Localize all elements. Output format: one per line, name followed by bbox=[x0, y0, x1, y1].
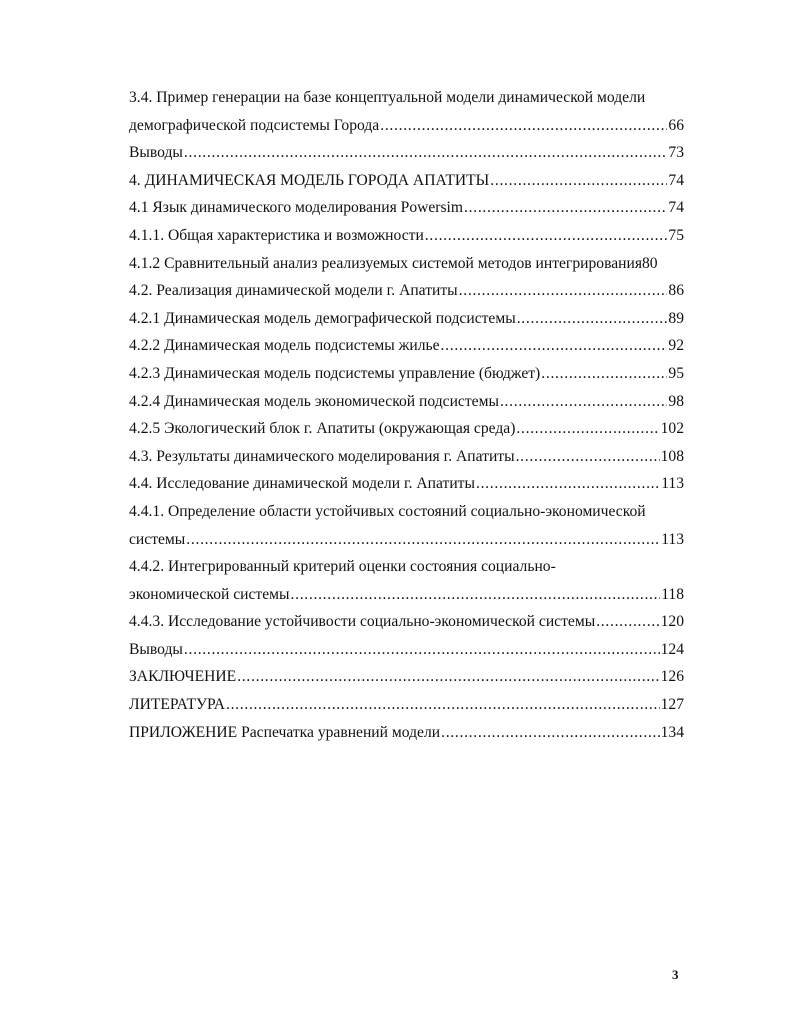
toc-entry-title: 4.4. Исследование динамической модели г. Апатиты bbox=[129, 475, 475, 493]
toc-row bbox=[129, 526, 684, 554]
toc-entry-title: 4.2. Реализация динамической модели г. Апатиты bbox=[129, 282, 458, 300]
dot-leader bbox=[517, 305, 668, 333]
toc-entry-page: 102 bbox=[660, 420, 684, 438]
toc-entry-title: 4. ДИНАМИЧЕСКАЯ МОДЕЛЬ ГОРОДА АПАТИТЫ bbox=[129, 171, 490, 189]
dot-leader bbox=[226, 691, 660, 719]
toc-row bbox=[129, 194, 684, 222]
toc-row bbox=[129, 167, 684, 195]
toc-entry-title: демографической подсистемы Города bbox=[129, 116, 380, 134]
toc-row bbox=[129, 388, 684, 416]
toc-row bbox=[129, 470, 684, 498]
dot-leader bbox=[459, 277, 668, 305]
dot-leader bbox=[237, 663, 659, 691]
toc-entry-page: 89 bbox=[668, 309, 684, 327]
toc-entry-title: 4.2.4 Динамическая модель экономической подсистемы bbox=[129, 392, 499, 410]
toc-entry-page: 118 bbox=[661, 585, 684, 603]
toc-row bbox=[129, 112, 684, 140]
dot-leader bbox=[441, 332, 668, 360]
toc-entry-page: 74 bbox=[668, 171, 684, 189]
dot-leader bbox=[464, 194, 667, 222]
toc-row bbox=[129, 84, 684, 112]
toc-row bbox=[129, 360, 684, 388]
toc-row bbox=[129, 553, 684, 581]
dot-leader bbox=[476, 470, 660, 498]
dot-leader bbox=[425, 222, 668, 250]
toc-row bbox=[129, 332, 684, 360]
toc-entry-title: 4.2.3 Динамическая модель подсистемы управление (бюджет) bbox=[129, 364, 541, 382]
dot-leader bbox=[184, 139, 668, 167]
toc-entry-title: 4.1.1. Общая характеристика и возможности bbox=[129, 226, 424, 244]
toc-entry-page: 113 bbox=[661, 475, 684, 493]
toc-row bbox=[129, 663, 684, 691]
dot-leader bbox=[500, 388, 667, 416]
toc-entry-title: Выводы bbox=[129, 640, 183, 658]
toc-entry-page: 86 bbox=[668, 282, 684, 300]
dot-leader bbox=[596, 608, 659, 636]
toc-row bbox=[129, 277, 684, 305]
toc-entry-title: Выводы bbox=[129, 144, 183, 162]
table-of-contents bbox=[129, 84, 684, 746]
toc-entry-page: 95 bbox=[668, 364, 684, 382]
toc-entry-page: 113 bbox=[661, 530, 684, 548]
toc-entry-page: 124 bbox=[660, 640, 684, 658]
toc-entry-title: системы bbox=[129, 530, 186, 548]
dot-leader bbox=[541, 360, 667, 388]
toc-row bbox=[129, 443, 684, 471]
toc-entry-page: 120 bbox=[660, 613, 684, 631]
toc-entry-title: экономической системы bbox=[129, 585, 290, 603]
toc-row bbox=[129, 222, 684, 250]
toc-entry-title: 4.2.1 Динамическая модель демографической подсистемы bbox=[129, 309, 516, 327]
toc-entry-page: 74 bbox=[668, 199, 684, 217]
toc-row bbox=[129, 250, 684, 278]
toc-row bbox=[129, 636, 684, 664]
toc-entry-page: 108 bbox=[660, 447, 684, 465]
toc-entry-title: ЗАКЛЮЧЕНИЕ bbox=[129, 668, 237, 686]
toc-entry-page: 127 bbox=[660, 696, 684, 714]
toc-entry-title: 4.1 Язык динамического моделирования Powersim bbox=[129, 199, 464, 217]
toc-row bbox=[129, 305, 684, 333]
dot-leader bbox=[516, 415, 659, 443]
dot-leader bbox=[186, 526, 660, 554]
dot-leader bbox=[291, 581, 661, 609]
toc-entry-title: 3.4. Пример генерации на базе концептуальной модели динамической модели bbox=[129, 89, 646, 106]
page-number: 3 bbox=[672, 967, 679, 982]
toc-row bbox=[129, 139, 684, 167]
toc-entry-title: 4.4.3. Исследование устойчивости социально-экономической системы bbox=[129, 613, 596, 631]
toc-entry-page: 92 bbox=[668, 337, 684, 355]
toc-row bbox=[129, 719, 684, 747]
toc-row bbox=[129, 498, 684, 526]
toc-entry-page: 126 bbox=[660, 668, 684, 686]
toc-entry-page: 98 bbox=[668, 392, 684, 410]
toc-entry-title: ЛИТЕРАТУРА bbox=[129, 696, 225, 714]
toc-entry-title: 4.3. Результаты динамического моделирования г. Апатиты bbox=[129, 447, 515, 465]
toc-entry-page: 134 bbox=[660, 723, 684, 741]
dot-leader bbox=[380, 112, 667, 140]
dot-leader bbox=[441, 719, 660, 747]
toc-entry-title: 4.4.2. Интегрированный критерий оценки состояния социально- bbox=[129, 558, 556, 576]
toc-entry-title: ПРИЛОЖЕНИЕ Распечатка уравнений модели bbox=[129, 723, 441, 741]
toc-row bbox=[129, 415, 684, 443]
dot-leader bbox=[516, 443, 660, 471]
toc-entry-page: 75 bbox=[668, 226, 684, 244]
toc-row bbox=[129, 581, 684, 609]
toc-entry-title: 4.2.2 Динамическая модель подсистемы жилье bbox=[129, 337, 440, 355]
dot-leader bbox=[490, 167, 667, 195]
toc-entry-page: 73 bbox=[668, 144, 684, 162]
toc-row bbox=[129, 691, 684, 719]
dot-leader bbox=[184, 636, 660, 664]
toc-entry-title: 4.4.1. Определение области устойчивых состояний социально-экономической bbox=[129, 502, 646, 520]
toc-entry-title: 4.2.5 Экологический блок г. Апатиты (окружающая среда) bbox=[129, 420, 516, 438]
toc-row bbox=[129, 608, 684, 636]
toc-entry-title: 4.1.2 Сравнительный анализ реализуемых системой методов интегрирования80 bbox=[129, 254, 658, 272]
toc-entry-page: 66 bbox=[668, 116, 684, 134]
